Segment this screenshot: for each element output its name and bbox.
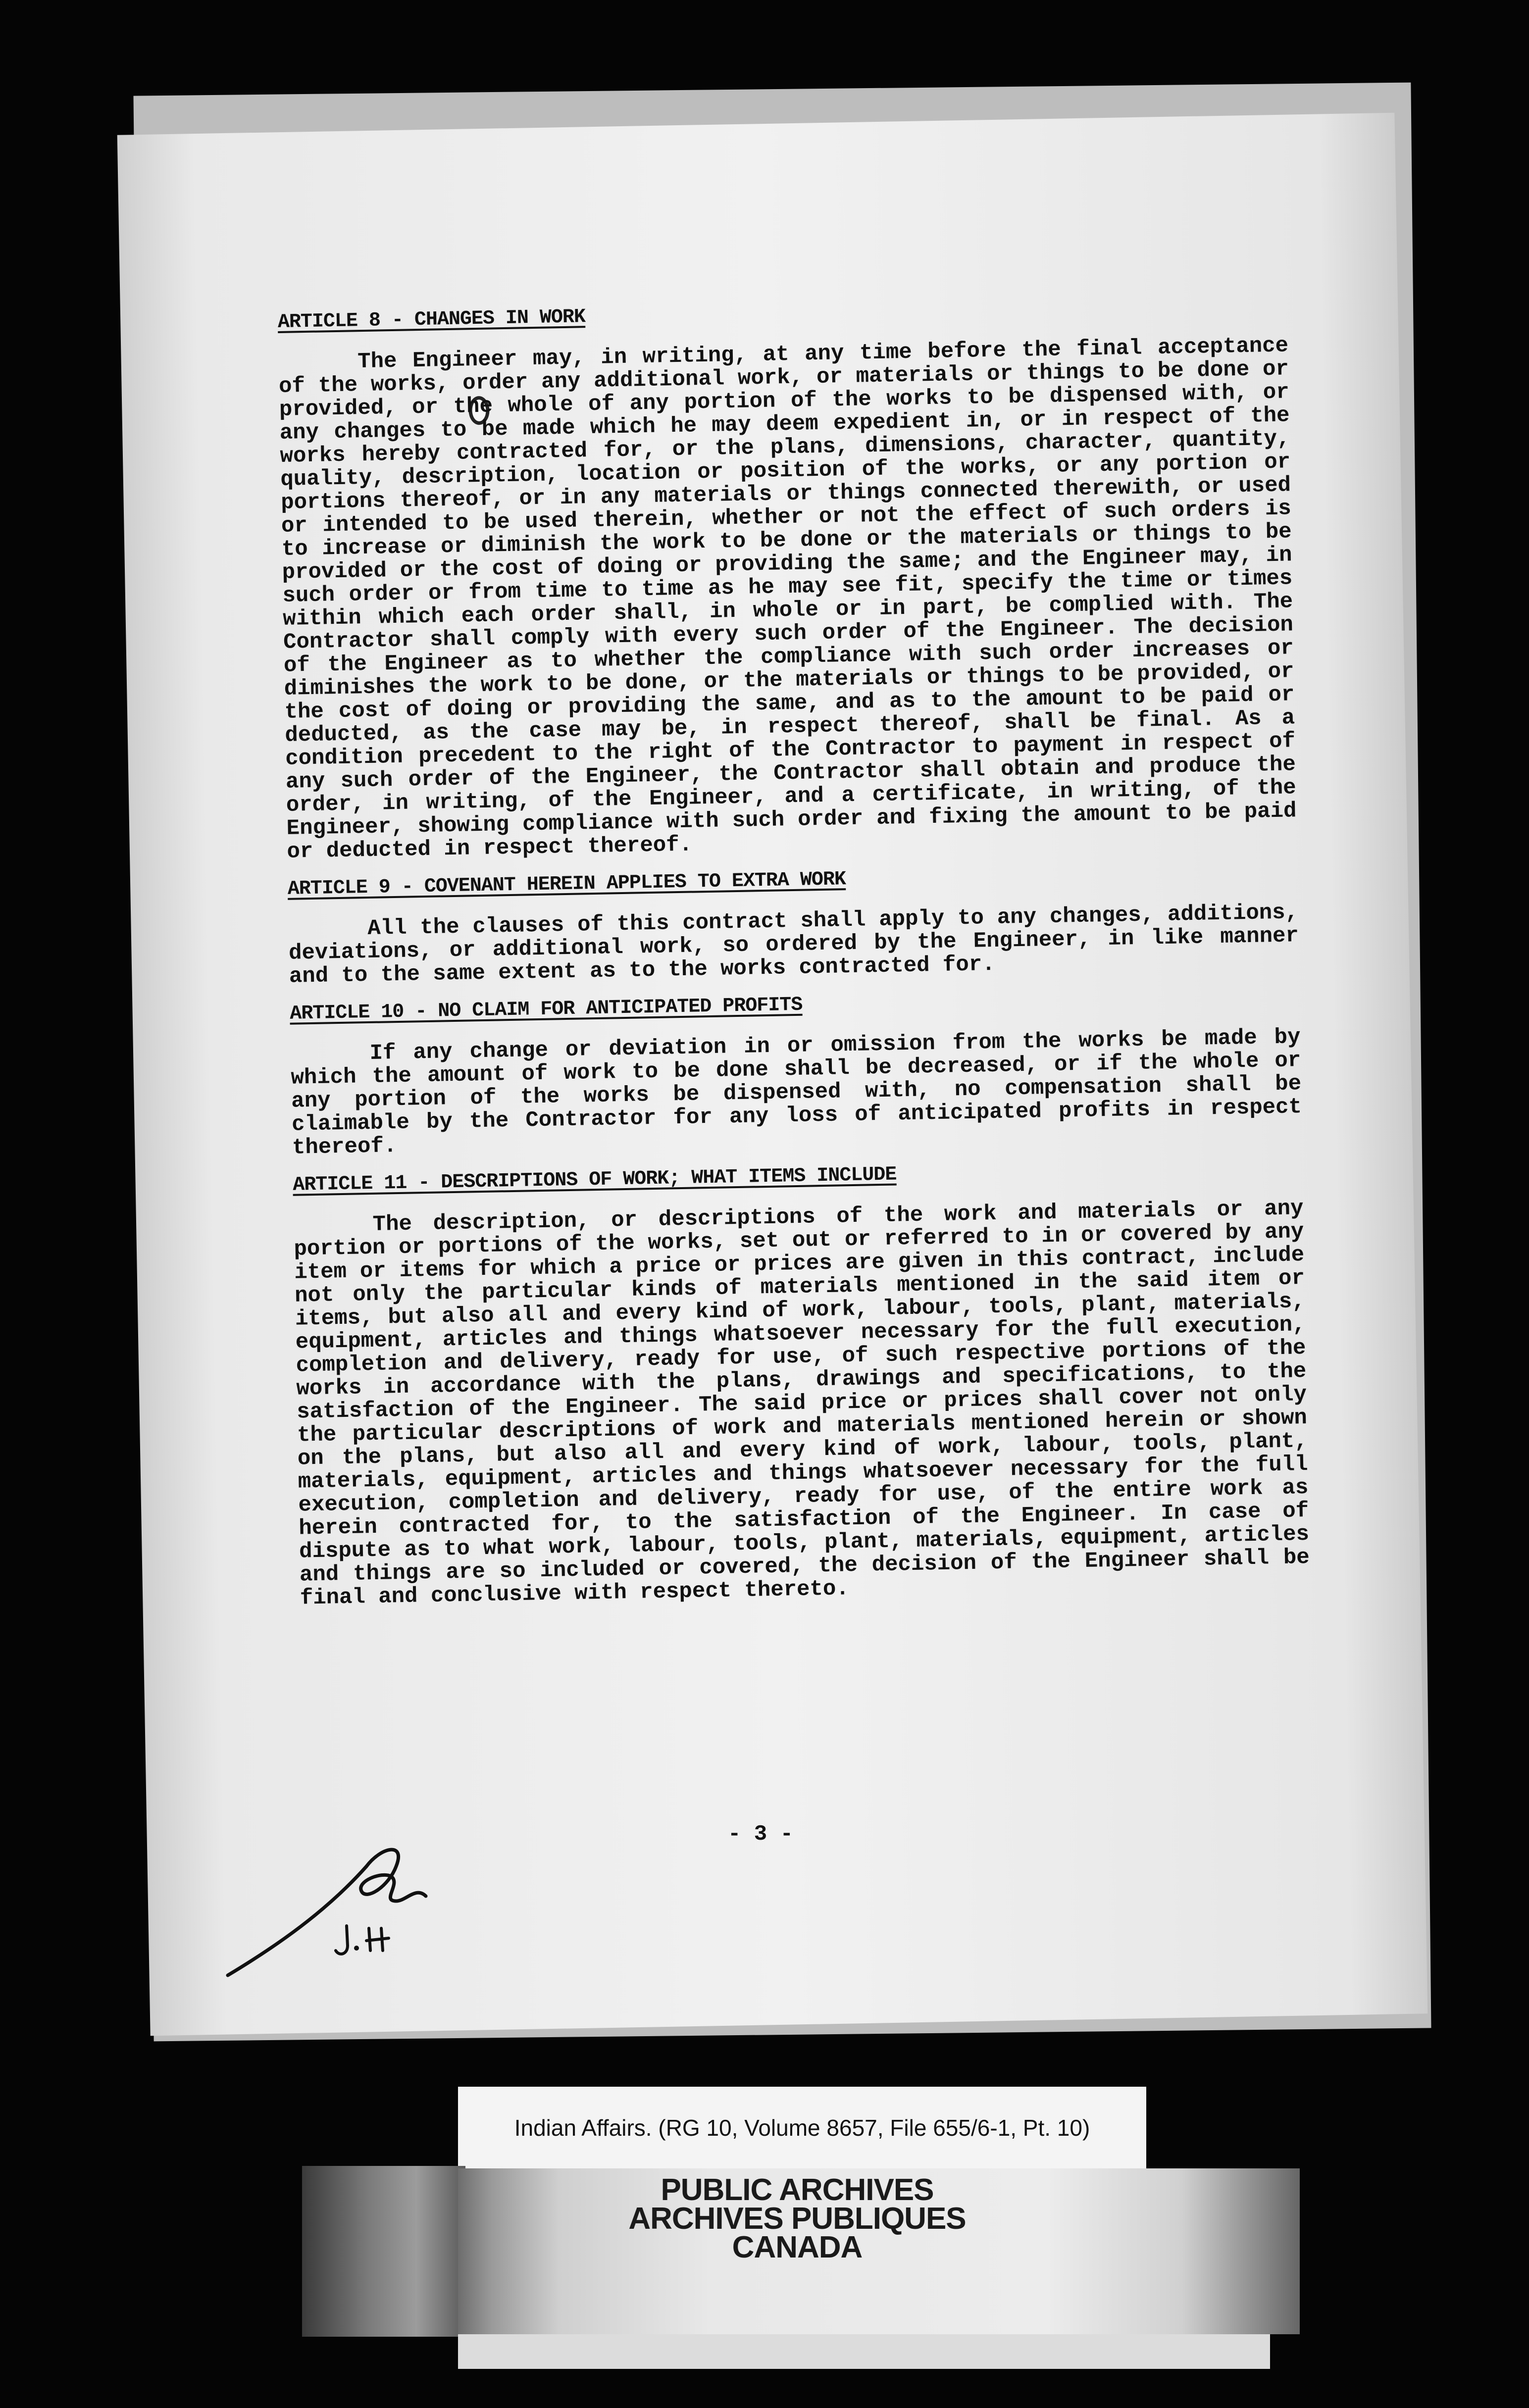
stamp-line-2: ARCHIVES PUBLIQUES <box>628 2202 966 2236</box>
archives-stamp <box>614 2173 980 2264</box>
stamp-line-3: CANADA <box>732 2230 863 2264</box>
archive-reference-text: Indian Affairs. (RG 10, Volume 8657, File 655/6-1, Pt. 10) <box>514 2114 1090 2141</box>
article-10-heading: ARTICLE 10 - NO CLAIM FOR ANTICIPATED PROFITS <box>289 994 803 1025</box>
article-11-heading: ARTICLE 11 - DESCRIPTIONS OF WORK; WHAT ITEMS INCLUDE <box>292 1163 897 1197</box>
article-11-text: The description, or descriptions of the work and materials or any portion or portions of the works, set out or referred to in or covered by any item or items for which a price or prices are given in this contract, include not only the particular kinds of materials mentioned in the said item or items, but also all and every kind of work, labour, tools, plant, materials, equipment, articles and things whatsoever necessary for the full execution, completion and delivery, ready for use, of such respective portions of the works in accordance with the plans, drawings and specifications, to the satisfaction of the Engineer. The said price or prices shall cover not only the particular descriptions of work and materials mentioned herein or shown on the plans, but also all and every kind of work, labour, tools, plant, materials, equipment, articles and things whatsoever necessary for the full execution, completion and delivery, ready for use, of the entire work as herein contracted for, to the satisfaction of the Engineer. In case of dispute as to what work, labour, tools, plant, materials, equipment, articles and things are so included or covered, the decision of the Engineer shall be final and conclusive with respect thereto. <box>294 1196 1310 1611</box>
archive-strip-edge <box>302 2166 465 2337</box>
stamp-line-1: PUBLIC ARCHIVES <box>661 2173 934 2207</box>
article-9-text: All the clauses of this contract shall apply to any changes, additions, deviations, or additional work, so ordered by the Engineer, in like manner and to the same extent as to the works contracted for. <box>288 900 1299 989</box>
page-number: - 3 - <box>728 1822 794 1847</box>
article-9-heading: ARTICLE 9 - COVENANT HEREIN APPLIES TO EXTRA WORK <box>287 868 846 901</box>
archive-reference-label <box>458 2087 1146 2168</box>
article-8-heading: ARTICLE 8 - CHANGES IN WORK <box>277 306 586 334</box>
archive-strip-bottom <box>458 2334 1270 2369</box>
handwritten-initials-signature <box>218 1827 475 1985</box>
document-body <box>277 279 1310 1623</box>
article-8-text: The Engineer may, in writing, at any time before the final acceptance of the works, order any additional work, or materials or things to be done or provided, or the whole of any portion of the works to be dispensed with, or any changes to be made which he may deem expedient in, or in respect of the works hereby contracted for, or the plans, dimensions, character, quantity, quality, description, location or position of the works, or any portion or portions thereof, or in any materials or things connected therewith, or used or intended to be used therein, whether or not the effect of such orders is to increase or diminish the work to be done or the materials or things to be provided or the cost of doing or providing the same; and the Engineer may, in such order or from time to time as he may see fit, specify the time or times within which each order shall, in whole or in part, be complied with. The Contractor shall comply with every such order of the Engineer. The decision of the Engineer as to whether the compliance with such order increases or diminishes the work to be done, or the materials or things to be provided, or the cost of doing or providing the same, and as to the amount to be paid or deducted, as the case may be, in respect thereof, shall be final. As a condition precedent to the right of the Contractor to payment in respect of any such order of the Engineer, the Contractor shall obtain and produce the order, in writing, of the Engineer, and a certificate, in writing, of the Engineer, showing compliance with such order and fixing the amount to be paid or deducted in respect thereof. <box>278 333 1297 864</box>
article-10-text: If any change or deviation in or omission from the works be made by which the amount of work to be done shall be decreased, or if the whole or any portion of the works be dispensed with, no compensation shall be claimable by the Contractor for any loss of anticipated profits in respect thereof. <box>291 1025 1302 1160</box>
